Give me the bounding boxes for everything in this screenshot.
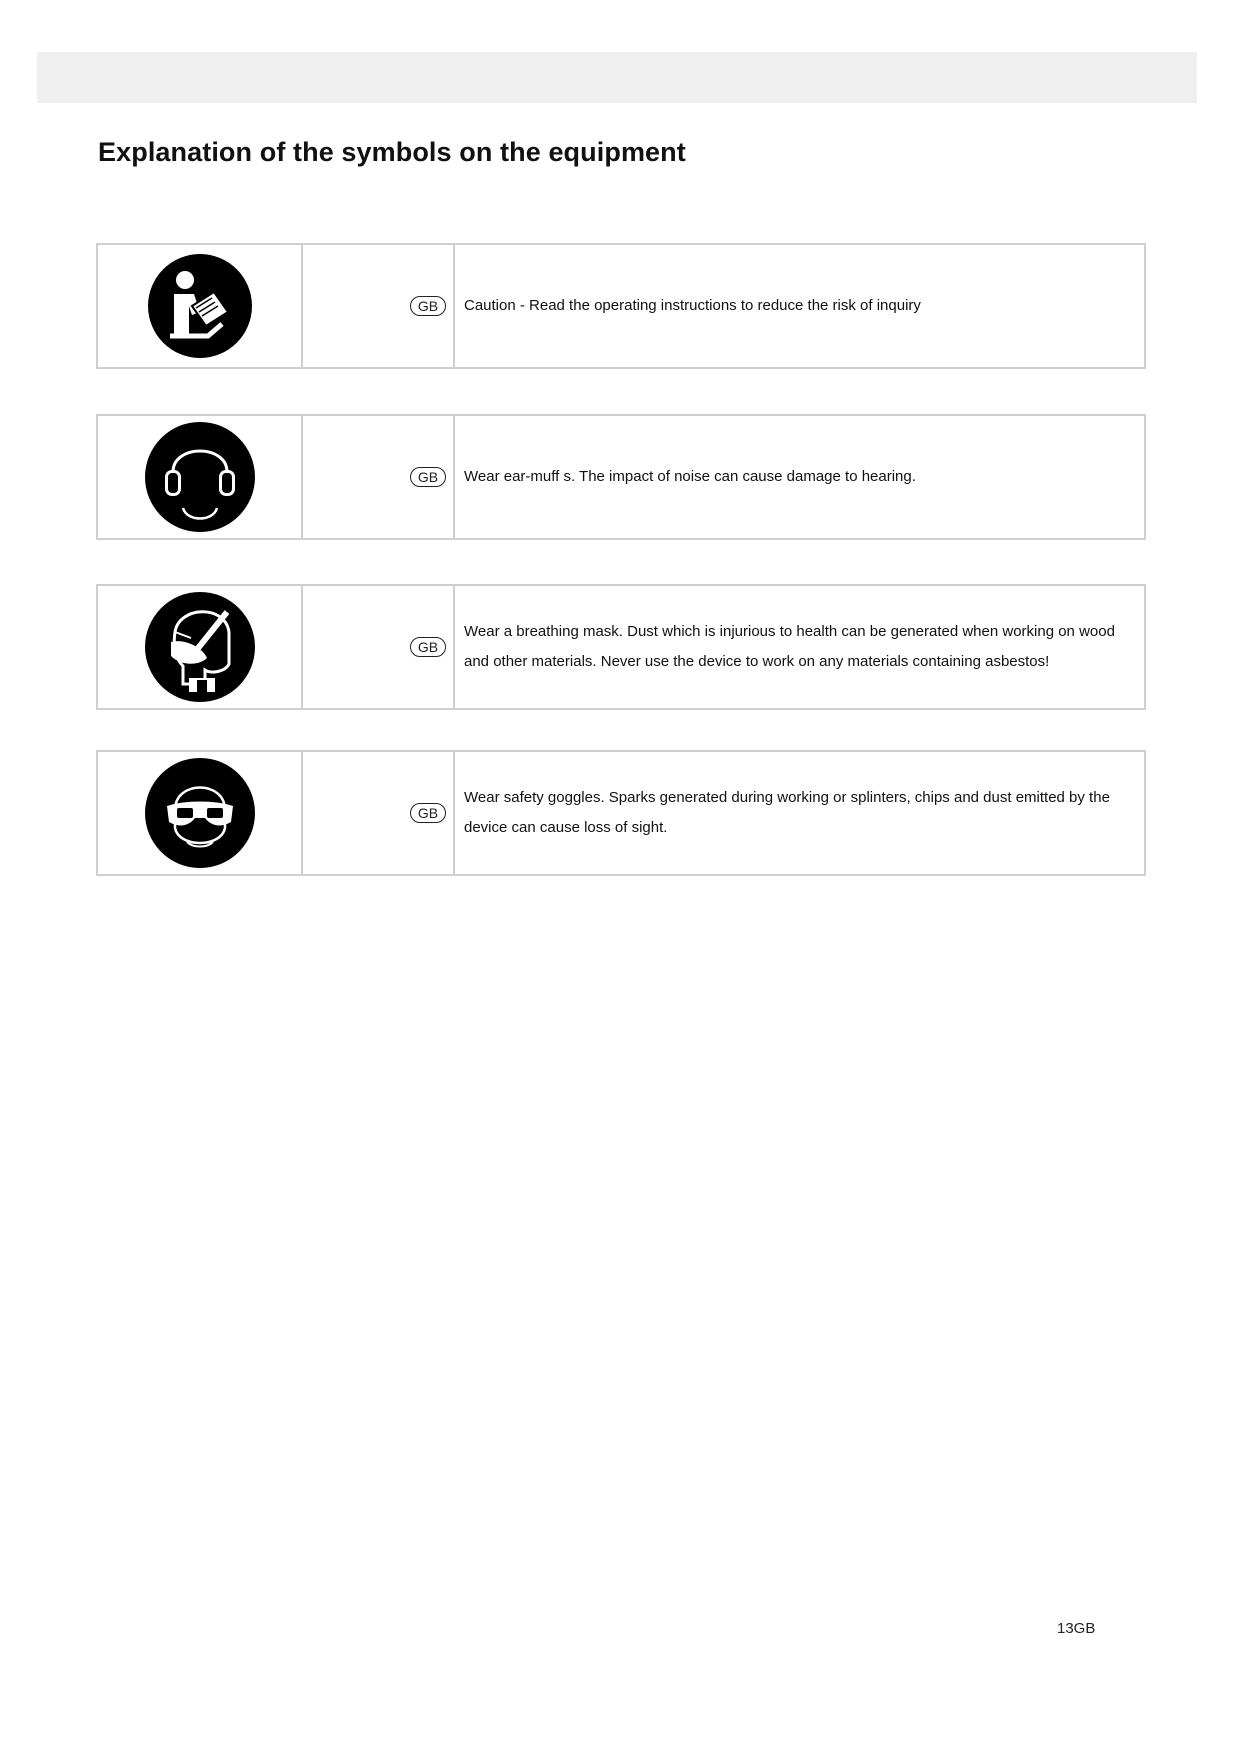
language-cell bbox=[303, 416, 455, 538]
safety-goggles-icon bbox=[145, 758, 255, 868]
description-cell bbox=[455, 586, 1144, 708]
symbol-icon-cell bbox=[98, 586, 303, 708]
language-cell bbox=[303, 752, 455, 874]
page-number: 13GB bbox=[1057, 1620, 1096, 1637]
read-manual-icon bbox=[148, 254, 252, 358]
symbol-icon-cell bbox=[98, 245, 303, 367]
symbol-row-safety-goggles bbox=[96, 750, 1146, 876]
symbol-icon-cell bbox=[98, 752, 303, 874]
symbol-description: Caution - Read the operating instructions to reduce the risk of inquiry bbox=[464, 297, 921, 314]
header-band bbox=[37, 52, 1197, 103]
description-cell bbox=[455, 416, 1144, 538]
language-cell bbox=[303, 586, 455, 708]
page-title: Explanation of the symbols on the equipment bbox=[98, 137, 686, 167]
description-cell bbox=[455, 752, 1144, 874]
language-badge: GB bbox=[410, 803, 446, 823]
breathing-mask-icon bbox=[145, 592, 255, 702]
language-badge: GB bbox=[410, 637, 446, 657]
symbol-row-read-manual bbox=[96, 243, 1146, 369]
symbol-row-ear-muffs bbox=[96, 414, 1146, 540]
symbol-icon-cell bbox=[98, 416, 303, 538]
ear-muffs-icon bbox=[145, 422, 255, 532]
language-badge: GB bbox=[410, 467, 446, 487]
language-cell bbox=[303, 245, 455, 367]
language-badge: GB bbox=[410, 296, 446, 316]
symbol-row-breathing-mask bbox=[96, 584, 1146, 710]
symbol-description: Wear a breathing mask. Dust which is injurious to health can be generated when working on wood and other materials. Never use the device to work on any materials containing asbestos! bbox=[464, 623, 1128, 670]
symbol-description: Wear ear-muff s. The impact of noise can cause damage to hearing. bbox=[464, 468, 916, 485]
description-cell bbox=[455, 245, 1144, 367]
symbol-description: Wear safety goggles. Sparks generated during working or splinters, chips and dust emitted by the device can cause loss of sight. bbox=[464, 789, 1115, 836]
